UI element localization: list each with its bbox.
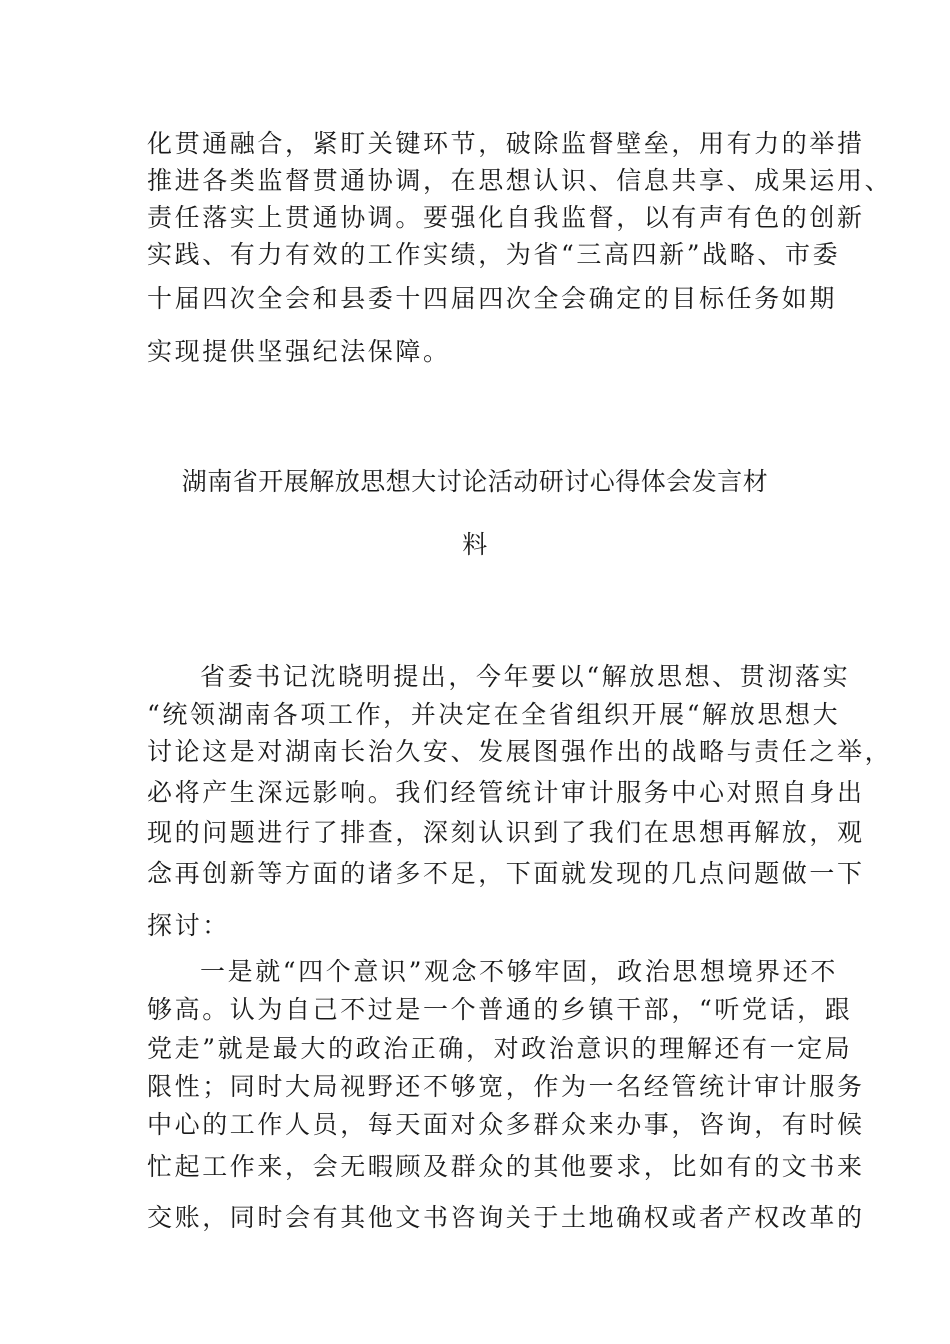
body-text-line: 忙起工作来，会无暇顾及群众的其他要求，比如有的文书来 <box>147 1152 865 1181</box>
body-text-line: 化贯通融合，紧盯关键环节，破除监督壁垒，用有力的举措 <box>147 129 865 158</box>
document-title-continued: 料 <box>462 530 488 559</box>
body-text-line: 推进各类监督贯通协调，在思想认识、信息共享、成果运用、 <box>147 166 893 195</box>
body-text-line: 够高。认为自己不过是一个普通的乡镇干部，“听党话，跟 <box>147 995 853 1024</box>
body-text-line: 限性；同时大局视野还不够宽，作为一名经管统计审计服务 <box>147 1072 865 1101</box>
body-text-line: 一是就“四个意识”观念不够牢固，政治思想境界还不 <box>200 957 838 986</box>
body-text-line: 讨论这是对湖南长治久安、发展图强作出的战略与责任之举， <box>147 737 893 766</box>
body-text-line: 十届四次全会和县委十四届四次全会确定的目标任务如期 <box>147 284 838 313</box>
body-text-line: 必将产生深远影响。我们经管统计审计服务中心对照自身出 <box>147 778 865 807</box>
document-title: 湖南省开展解放思想大讨论活动研讨心得体会发言材 <box>181 467 769 496</box>
body-text-line: 实践、有力有效的工作实绩，为省“三高四新”战略、市委 <box>147 240 841 269</box>
body-text-line: 探讨： <box>147 911 230 940</box>
body-text-line: “统领湖南各项工作，并决定在全省组织开展“解放思想大 <box>147 700 841 729</box>
body-text-line: 实现提供坚强纪法保障。 <box>147 337 451 366</box>
body-text-line: 现的问题进行了排查，深刻认识到了我们在思想再解放，观 <box>147 818 865 847</box>
body-text-line: 责任落实上贯通协调。要强化自我监督，以有声有色的创新 <box>147 203 865 232</box>
body-text-line: 中心的工作人员，每天面对众多群众来办事，咨询，有时候 <box>147 1110 865 1139</box>
body-text-line: 念再创新等方面的诸多不足，下面就发现的几点问题做一下 <box>147 859 865 888</box>
body-text-line: 党走”就是最大的政治正确，对政治意识的理解还有一定局 <box>147 1034 853 1063</box>
body-text-line: 交账，同时会有其他文书咨询关于土地确权或者产权改革的 <box>147 1203 865 1232</box>
body-text-line: 省委书记沈晓明提出，今年要以“解放思想、贯沏落实 <box>200 662 851 691</box>
